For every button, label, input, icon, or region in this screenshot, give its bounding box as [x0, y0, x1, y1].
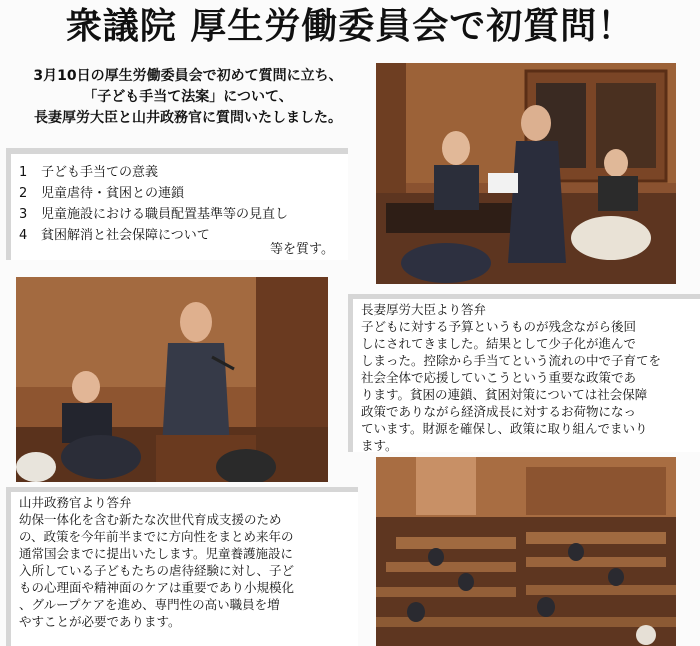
answer-heading: 山井政務官より答弁	[19, 495, 132, 510]
answer-line: 政策でありながら経済成長に対するお荷物になっ	[361, 404, 637, 419]
committee-photo-top	[376, 63, 676, 284]
answer-line: しにされてきました。結果として少子化が進んで	[361, 336, 637, 351]
topics-tail: 等を質す。	[270, 242, 334, 257]
answer-heading: 長妻厚労大臣より答弁	[361, 302, 487, 317]
answer-line: ます。	[361, 438, 398, 453]
answer-line: 子どもに対する予算というものが残念ながら後回	[361, 319, 637, 334]
question-topics	[6, 148, 348, 260]
committee-photo-podium	[16, 277, 328, 482]
answer-line: ています。財源を確保し、政策に取り組んでまいり	[361, 421, 648, 436]
intro-line: 「子ども手当て法案」について、	[83, 89, 293, 105]
intro-line: 3月10日の厚生労働委員会で初めて質問に立ち、	[33, 68, 343, 84]
intro-text	[18, 66, 358, 129]
committee-photo-wide	[376, 457, 676, 646]
answer-line: の、政策を今年前半までに方向性をまとめ来年の	[19, 529, 294, 544]
answer-line: やすことが必要であります。	[19, 614, 181, 629]
topic-item: 1 子ども手当ての意義	[19, 165, 159, 180]
answer-line: 社会全体で応援していこうという重要な政策であ	[361, 370, 637, 385]
answer-nagatsuma	[348, 294, 700, 452]
topic-item: 3 児童施設における職員配置基準等の見直し	[19, 207, 289, 222]
intro-line: 長妻厚労大臣と山井政務官に質問いたしました。	[34, 110, 342, 126]
answer-line: 入所している子どもたちの虐待経験に対し、子ど	[19, 563, 295, 578]
topic-item: 2 児童虐待・貧困との連鎖	[19, 186, 185, 201]
topic-item: 4 貧困解消と社会保障について	[19, 228, 210, 243]
answer-line: 、グループケアを進め、専門性の高い職員を増	[19, 597, 280, 612]
answer-line: 幼保一体化を含む新たな次世代育成支援のため	[19, 512, 282, 527]
answer-yamanoi	[6, 487, 358, 646]
answer-line: もの心理面や精神面のケアは重要であり小規模化	[19, 580, 295, 595]
answer-line: しまった。控除から手当てという流れの中で子育てを	[361, 353, 662, 368]
answer-line: ります。貧困の連鎖、貧困対策については社会保障	[361, 387, 648, 402]
answer-line: 通常国会までに提出いたします。児童養護施設に	[19, 546, 294, 561]
page-title: 衆議院 厚生労働委員会で初質問！	[65, 6, 635, 47]
